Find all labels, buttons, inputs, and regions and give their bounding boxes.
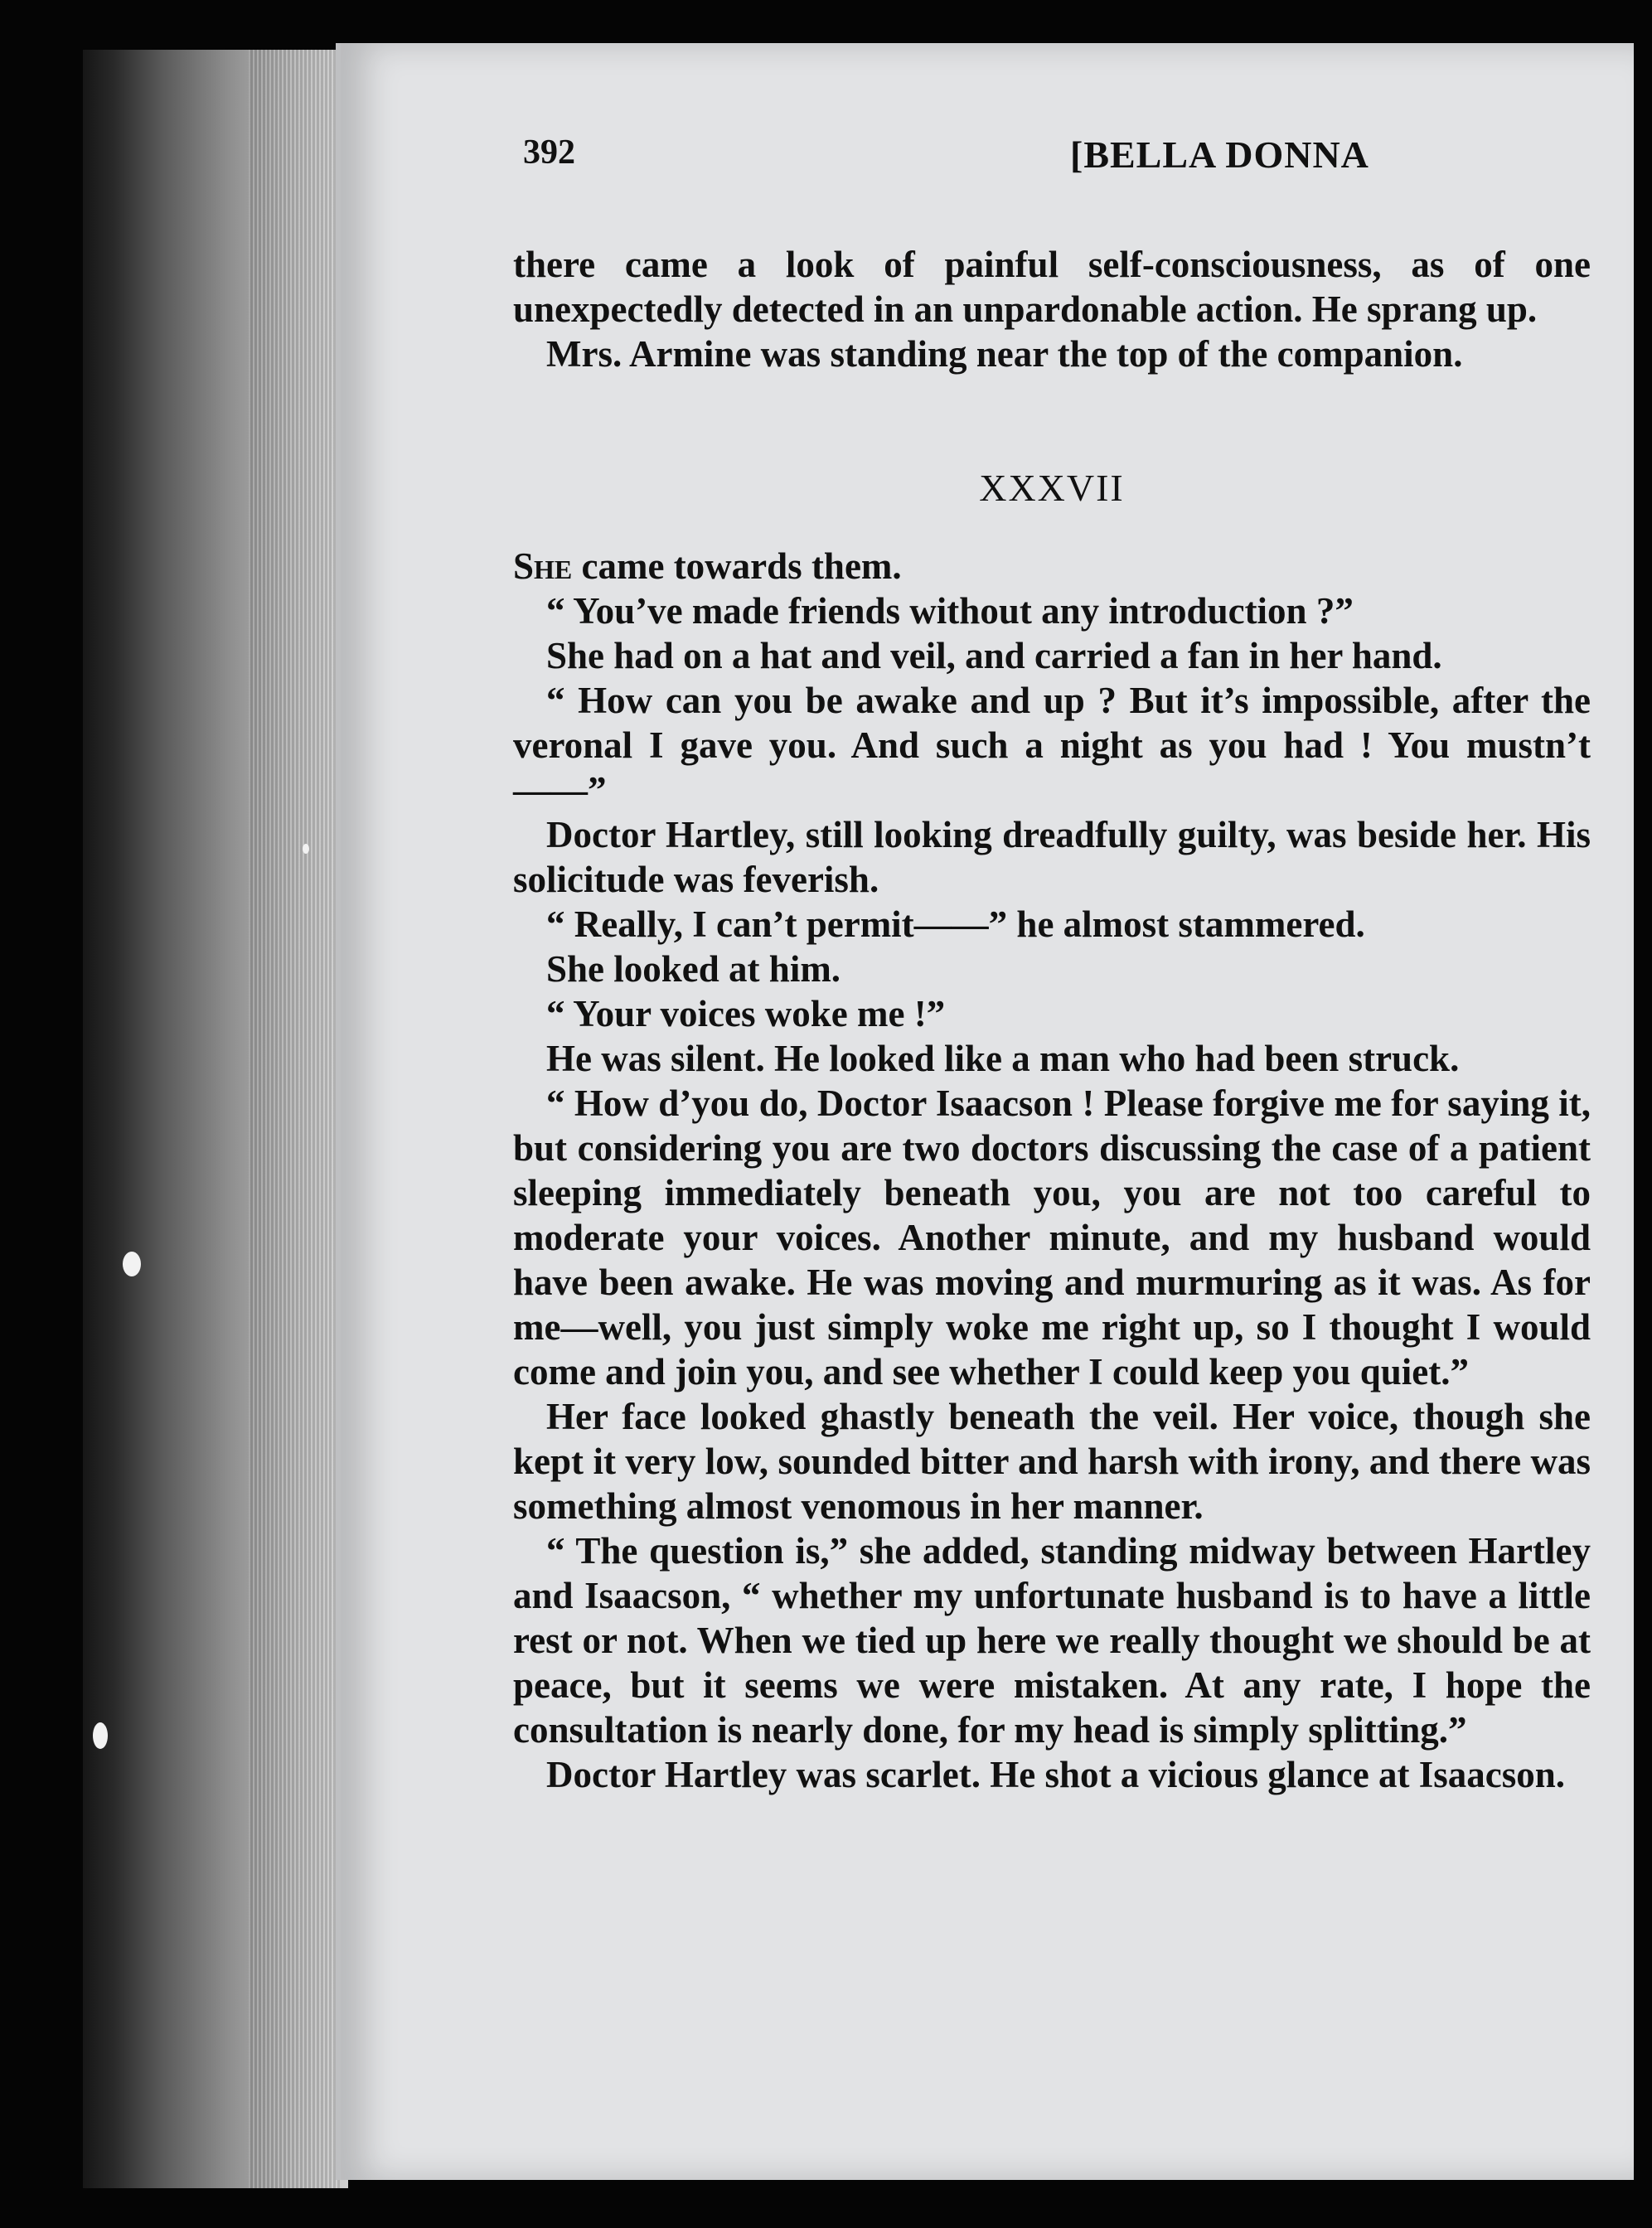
chapter-lead-word: She (513, 545, 573, 587)
paragraph: He was silent. He looked like a man who had been struck. (546, 1038, 1460, 1079)
paragraph: She looked at him. (546, 948, 841, 990)
body-text (513, 242, 1591, 1797)
paragraph: “ Really, I can’t permit——” he almost stammered. (546, 903, 1365, 945)
paragraph: there came a look of painful self-consciousness, as of one unexpectedly detected in an unpardonable action. He sprang up. (513, 244, 1591, 330)
paragraph: Her face looked ghastly beneath the veil. Her voice, though she kept it very low, sounded bitter and harsh with irony, and there was something almost venomous in her manner. (513, 1396, 1591, 1527)
scan-speck (303, 844, 309, 854)
paragraph: Doctor Hartley, still looking dreadfully guilty, was beside her. His solicitude was feverish. (513, 814, 1591, 900)
running-head: [BELLA DONNA (1070, 133, 1369, 176)
paragraph: She had on a hat and veil, and carried a fan in her hand. (546, 635, 1442, 676)
scan-speck (123, 1252, 141, 1276)
paragraph: “ You’ve made friends without any introduction ?” (546, 590, 1354, 632)
paragraph: “ Your voices woke me !” (546, 993, 946, 1034)
paragraph: “ How can you be awake and up ? But it’s impossible, after the veronal I gave you. And such a night as you had ! You mustn’t——” (513, 680, 1591, 811)
chapter-heading: XXXVII (979, 467, 1125, 509)
book-page (336, 43, 1634, 2180)
scan-speck (93, 1722, 108, 1749)
page-number: 392 (523, 133, 575, 172)
page-header (523, 133, 1584, 199)
paragraph: “ The question is,” she added, standing midway between Hartley and Isaacson, “ whether my unfortunate husband is to have a little rest or not. When we tied up here we really thought we should be at peace, but it seems we were mistaken. At any rate, I hope the consultation is nearly done, for my head is simply splitting.” (513, 1530, 1591, 1751)
paragraph: “ How d’you do, Doctor Isaacson ! Please forgive me for saying it, but considering you are two doctors discussing the case of a patient sleeping immediately beneath you, you are not too careful to moderate your voices. Another minute, and my husband would have been awake. He was moving and murmuring as it was. As for me—well, you just simply woke me right up, so I thought I would come and join you, and see whether I could keep you quiet.” (513, 1083, 1591, 1392)
paragraph: Doctor Hartley was scarlet. He shot a vicious glance at Isaacson. (546, 1754, 1565, 1795)
paragraph: Mrs. Armine was standing near the top of the companion. (546, 333, 1463, 375)
chapter-lead-rest: came towards them. (572, 545, 902, 587)
page-edge-stack (249, 50, 340, 2188)
chapter-opening-paragraph (513, 544, 1591, 588)
